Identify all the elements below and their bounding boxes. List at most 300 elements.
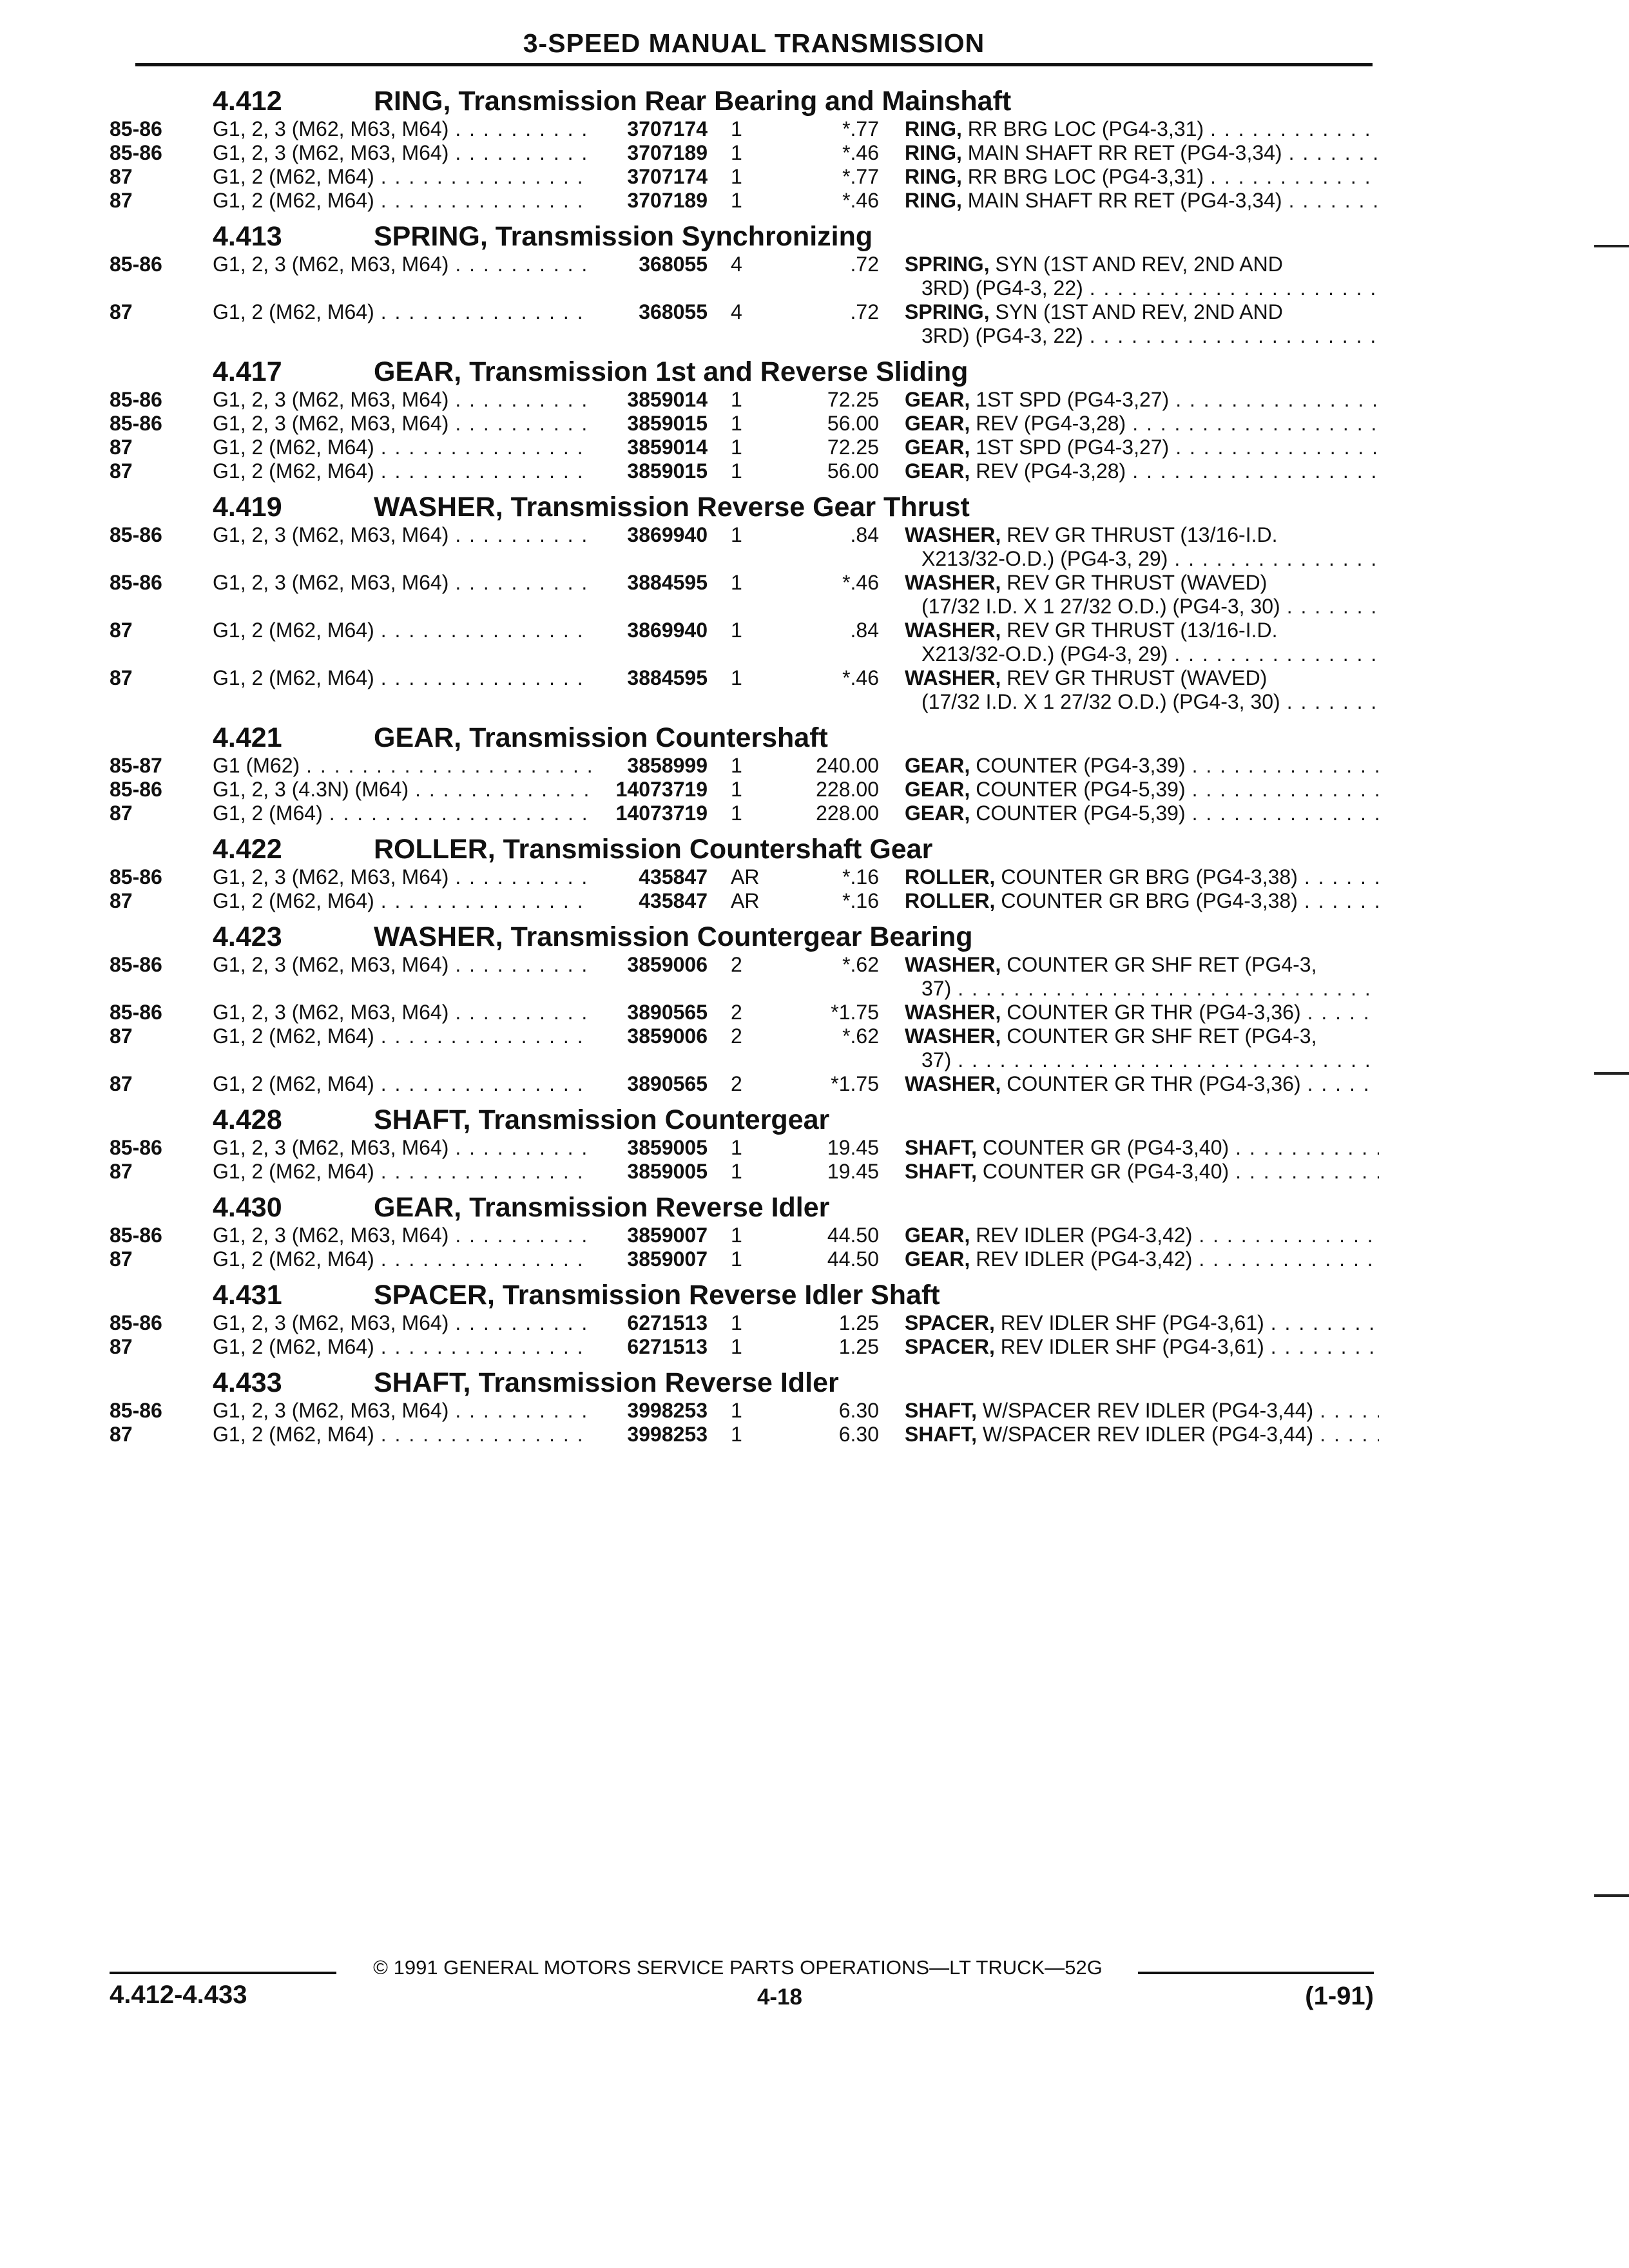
model-year: 85-86 [110, 412, 162, 435]
description [879, 1247, 1379, 1271]
part-name: SPRING, [905, 300, 990, 323]
part-name: SHAFT, [905, 1136, 977, 1159]
section-4-423 [110, 916, 1379, 1096]
price: 56.00 [827, 459, 879, 483]
application-text: G1, 2 (M62, M64) [213, 1423, 374, 1446]
description-line [905, 1001, 1379, 1024]
description-text [905, 523, 1277, 547]
section-number: 4.431 [213, 1280, 282, 1311]
application [213, 802, 601, 825]
description-text [921, 276, 1083, 300]
description [879, 571, 1379, 619]
section-number: 4.430 [213, 1192, 282, 1223]
section-heading [110, 215, 1379, 253]
leader-dots [381, 436, 592, 459]
model-year: 87 [110, 165, 133, 188]
leader-dots [329, 802, 592, 825]
part-name: GEAR, [905, 388, 970, 411]
part-number: 3998253 [627, 1399, 708, 1422]
description-line [905, 666, 1379, 690]
description-text [921, 595, 1280, 619]
description-text [905, 778, 1186, 802]
part-name: WASHER, [905, 666, 1001, 689]
part-name: GEAR, [905, 459, 970, 483]
price: 1.25 [838, 1335, 879, 1358]
part-row [110, 1335, 1379, 1359]
part-row [110, 436, 1379, 459]
part-number: 3707189 [627, 141, 708, 164]
description-line [905, 117, 1379, 141]
description-detail: COUNTER (PG4-5,39) [976, 778, 1186, 801]
section-number: 4.419 [213, 492, 282, 523]
description-detail: X213/32-O.D.) (PG4-3, 29) [921, 642, 1168, 666]
section-number: 4.421 [213, 722, 282, 753]
section-title: GEAR, Transmission Reverse Idler [374, 1192, 830, 1223]
part-number: 3859015 [627, 459, 708, 483]
description-text [921, 977, 951, 1001]
quantity: 2 [731, 1001, 742, 1024]
application-text: G1, 2 (M62, M64) [213, 1160, 374, 1183]
part-number: 3859006 [627, 1024, 708, 1048]
part-number: 3859015 [627, 412, 708, 435]
description-detail: COUNTER GR BRG (PG4-3,38) [1001, 889, 1298, 912]
description-detail: RR BRG LOC (PG4-3,31) [967, 165, 1204, 188]
application-text: G1, 2 (M62, M64) [213, 459, 374, 483]
description-text [905, 1247, 1192, 1271]
part-row [110, 1072, 1379, 1096]
description-detail: 1ST SPD (PG4-3,27) [976, 388, 1170, 411]
price: .72 [850, 300, 879, 323]
quantity: 2 [731, 1024, 742, 1048]
section-4-422 [110, 828, 1379, 913]
section-number: 4.423 [213, 921, 282, 952]
description [879, 523, 1379, 571]
model-year: 85-87 [110, 754, 162, 777]
quantity: 1 [731, 1136, 742, 1159]
application [213, 666, 601, 714]
footer-date: (1-91) [1305, 1982, 1374, 2010]
quantity: AR [731, 865, 760, 889]
application [213, 571, 601, 619]
quantity: 1 [731, 165, 742, 188]
description-line [905, 953, 1379, 977]
quantity: 1 [731, 1423, 742, 1446]
footer-rule [1138, 1972, 1374, 1974]
price: *.46 [842, 666, 879, 689]
leader-dots [1192, 778, 1379, 802]
application [213, 189, 601, 213]
application [213, 165, 601, 189]
section-number: 4.417 [213, 356, 282, 387]
description-line [905, 253, 1379, 276]
application-text: G1, 2 (M62, M64) [213, 1024, 374, 1048]
leader-dots [1132, 459, 1379, 483]
description-detail: COUNTER (PG4-5,39) [976, 802, 1186, 825]
description-text [905, 1224, 1192, 1247]
leader-dots [455, 865, 592, 889]
description-line [905, 1024, 1379, 1048]
section-number: 4.422 [213, 834, 282, 865]
model-year: 87 [110, 1335, 133, 1358]
description-detail: X213/32-O.D.) (PG4-3, 29) [921, 547, 1168, 570]
price: 6.30 [838, 1423, 879, 1446]
section-4-413 [110, 215, 1379, 348]
description [879, 802, 1379, 825]
model-year: 87 [110, 436, 133, 459]
part-row [110, 388, 1379, 412]
application [213, 523, 601, 571]
description-line [905, 619, 1379, 642]
description-detail: COUNTER GR BRG (PG4-3,38) [1001, 865, 1298, 889]
description-text [905, 1024, 1316, 1048]
section-number: 4.428 [213, 1104, 282, 1135]
description-text [905, 1072, 1301, 1096]
description-text [905, 412, 1126, 436]
description-detail: COUNTER GR (PG4-3,40) [982, 1160, 1229, 1183]
leader-dots [1175, 436, 1379, 459]
part-row [110, 953, 1379, 1001]
part-name: GEAR, [905, 802, 970, 825]
application [213, 1399, 601, 1423]
parts-list [110, 80, 1379, 1449]
section-title: GEAR, Transmission Countershaft [374, 722, 828, 753]
leader-dots [415, 778, 592, 802]
description-detail: REV (PG4-3,28) [976, 412, 1126, 435]
price: *.16 [842, 865, 879, 889]
description [879, 117, 1379, 141]
model-year: 87 [110, 666, 133, 689]
description-text [905, 165, 1204, 189]
leader-dots [1289, 189, 1379, 213]
section-heading [110, 1186, 1379, 1224]
description-line [905, 547, 1379, 571]
quantity: 1 [731, 802, 742, 825]
leader-dots [1192, 754, 1379, 778]
quantity: 1 [731, 436, 742, 459]
part-name: GEAR, [905, 1224, 970, 1247]
quantity: 1 [731, 1224, 742, 1247]
description-detail: REV IDLER (PG4-3,42) [976, 1247, 1193, 1271]
application [213, 754, 601, 778]
part-number: 3869940 [627, 619, 708, 642]
leader-dots [1304, 865, 1379, 889]
price: *.62 [842, 953, 879, 976]
quantity: 1 [731, 459, 742, 483]
part-number: 3890565 [627, 1001, 708, 1024]
description-line [905, 1136, 1379, 1160]
part-row [110, 1224, 1379, 1247]
part-row [110, 141, 1379, 165]
description [879, 1335, 1379, 1359]
footer-rule [110, 1972, 336, 1974]
description-text [921, 547, 1168, 571]
model-year: 85-86 [110, 141, 162, 164]
description-detail: W/SPACER REV IDLER (PG4-3,44) [982, 1399, 1314, 1422]
description-detail: COUNTER GR SHF RET (PG4-3, [1007, 1024, 1317, 1048]
description [879, 1024, 1379, 1072]
quantity: 1 [731, 754, 742, 777]
application [213, 141, 601, 165]
application-text: G1, 2 (M62, M64) [213, 619, 374, 642]
part-name: SHAFT, [905, 1160, 977, 1183]
description-line [905, 690, 1379, 714]
part-row [110, 1160, 1379, 1184]
part-name: GEAR, [905, 436, 970, 459]
part-number: 435847 [639, 889, 708, 912]
model-year: 85-86 [110, 1224, 162, 1247]
description-line [905, 865, 1379, 889]
part-name: GEAR, [905, 778, 970, 801]
price: *.77 [842, 117, 879, 140]
part-row [110, 1136, 1379, 1160]
leader-dots [1199, 1247, 1379, 1271]
quantity: 1 [731, 412, 742, 435]
leader-dots [455, 523, 592, 571]
section-title: SHAFT, Transmission Reverse Idler [374, 1367, 839, 1398]
description-detail: COUNTER (PG4-3,39) [976, 754, 1186, 777]
footer-page-number: 4-18 [757, 1984, 803, 2010]
model-year: 87 [110, 802, 133, 825]
application-text: G1, 2 (M64) [213, 802, 323, 825]
description [879, 459, 1379, 483]
application-text: G1, 2 (M62, M64) [213, 1335, 374, 1358]
model-year: 85-86 [110, 1001, 162, 1024]
model-year: 87 [110, 1423, 133, 1446]
part-name: WASHER, [905, 953, 1001, 976]
leader-dots [381, 300, 592, 348]
section-4-428 [110, 1099, 1379, 1184]
description-detail: REV GR THRUST (WAVED) [1007, 666, 1268, 689]
description-line [905, 388, 1379, 412]
model-year: 87 [110, 300, 133, 323]
part-row [110, 778, 1379, 802]
description-text [905, 1423, 1313, 1446]
price: 240.00 [816, 754, 879, 777]
part-row [110, 1247, 1379, 1271]
description-text [905, 141, 1282, 165]
description-line [905, 1048, 1379, 1072]
description-detail: 37) [921, 977, 952, 1000]
leader-dots [1210, 117, 1379, 141]
section-title: WASHER, Transmission Reverse Gear Thrust [374, 492, 970, 523]
section-heading [110, 1099, 1379, 1136]
part-row [110, 1001, 1379, 1024]
part-number: 3707174 [627, 117, 708, 140]
application [213, 436, 601, 459]
price: 19.45 [827, 1136, 879, 1159]
quantity: 1 [731, 388, 742, 411]
price: .72 [850, 253, 879, 276]
price: 1.25 [838, 1311, 879, 1334]
description-text [921, 324, 1083, 348]
description [879, 253, 1379, 300]
application [213, 117, 601, 141]
leader-dots [1287, 595, 1379, 619]
description-line [905, 889, 1379, 913]
leader-dots [1289, 141, 1379, 165]
part-number: 3858999 [627, 754, 708, 777]
application-text: G1, 2 (M62, M64) [213, 189, 374, 212]
leader-dots [455, 1001, 592, 1024]
application [213, 865, 601, 889]
section-4-419 [110, 486, 1379, 714]
part-name: WASHER, [905, 523, 1001, 546]
quantity: 1 [731, 141, 742, 164]
leader-dots [1235, 1160, 1379, 1184]
section-number: 4.412 [213, 86, 282, 117]
leader-dots [1090, 276, 1379, 300]
description-detail: SYN (1ST AND REV, 2ND AND [995, 300, 1283, 323]
leader-dots [381, 165, 592, 189]
part-number: 368055 [639, 253, 708, 276]
quantity: 1 [731, 1311, 742, 1334]
section-title: SPACER, Transmission Reverse Idler Shaft [374, 1280, 940, 1311]
quantity: 1 [731, 619, 742, 642]
description-text [905, 1335, 1264, 1359]
description-text [905, 459, 1126, 483]
part-row [110, 1024, 1379, 1072]
leader-dots [455, 388, 592, 412]
description-line [905, 324, 1379, 348]
leader-dots [455, 1311, 592, 1335]
quantity: 4 [731, 300, 742, 323]
section-title: SPRING, Transmission Synchronizing [374, 221, 873, 252]
application-text: G1, 2, 3 (M62, M63, M64) [213, 523, 449, 546]
quantity: 1 [731, 189, 742, 212]
description-detail: (17/32 I.D. X 1 27/32 O.D.) (PG4-3, 30) [921, 595, 1280, 618]
price: 72.25 [827, 388, 879, 411]
application [213, 388, 601, 412]
description [879, 412, 1379, 436]
description-detail: W/SPACER REV IDLER (PG4-3,44) [982, 1423, 1314, 1446]
price: *.46 [842, 141, 879, 164]
model-year: 85-86 [110, 117, 162, 140]
quantity: 1 [731, 523, 742, 546]
section-title: GEAR, Transmission 1st and Reverse Sliding [374, 356, 969, 387]
description-line [905, 1399, 1379, 1423]
description-text [921, 690, 1280, 714]
page-header: 3-SPEED MANUAL TRANSMISSION [523, 28, 985, 58]
part-number: 14073719 [615, 778, 708, 801]
leader-dots [1192, 802, 1379, 825]
application-text: G1, 2, 3 (M62, M63, M64) [213, 388, 449, 411]
leader-dots [381, 1072, 592, 1096]
description-text [905, 253, 1283, 276]
part-name: SPACER, [905, 1311, 995, 1334]
quantity: 1 [731, 1399, 742, 1422]
description-line [905, 436, 1379, 459]
part-name: ROLLER, [905, 865, 996, 889]
application-text: G1, 2, 3 (M62, M63, M64) [213, 953, 449, 976]
section-4-433 [110, 1361, 1379, 1446]
price: .84 [850, 619, 879, 642]
description-text [905, 189, 1282, 213]
part-name: WASHER, [905, 619, 1001, 642]
application-text: G1, 2 (M62, M64) [213, 889, 374, 912]
part-row [110, 666, 1379, 714]
part-number: 3859007 [627, 1247, 708, 1271]
description-detail: REV GR THRUST (13/16-I.D. [1007, 523, 1278, 546]
description-line [905, 1224, 1379, 1247]
leader-dots [381, 1024, 592, 1072]
part-row [110, 412, 1379, 436]
leader-dots [381, 1160, 592, 1184]
leader-dots [1090, 324, 1379, 348]
leader-dots [381, 1247, 592, 1271]
description-detail: 3RD) (PG4-3, 22) [921, 276, 1083, 300]
description [879, 1423, 1379, 1446]
leader-dots [455, 1224, 592, 1247]
price: *.77 [842, 165, 879, 188]
model-year: 87 [110, 889, 133, 912]
model-year: 87 [110, 459, 133, 483]
price: 44.50 [827, 1224, 879, 1247]
part-name: GEAR, [905, 1247, 970, 1271]
price: *1.75 [831, 1072, 879, 1095]
part-row [110, 889, 1379, 913]
model-year: 85-86 [110, 253, 162, 276]
price: 228.00 [816, 778, 879, 801]
quantity: 1 [731, 666, 742, 689]
description-text [905, 619, 1277, 642]
part-number: 3859005 [627, 1136, 708, 1159]
quantity: 1 [731, 571, 742, 594]
price: *.16 [842, 889, 879, 912]
leader-dots [1199, 1224, 1379, 1247]
description-text [921, 1048, 951, 1072]
description [879, 889, 1379, 913]
price: 72.25 [827, 436, 879, 459]
part-row [110, 802, 1379, 825]
part-number: 368055 [639, 300, 708, 323]
leader-dots [455, 571, 592, 619]
part-row [110, 300, 1379, 348]
description-line [905, 571, 1379, 595]
margin-mark [1594, 1894, 1629, 1897]
section-number: 4.433 [213, 1367, 282, 1398]
application [213, 253, 601, 300]
description-detail: MAIN SHAFT RR RET (PG4-3,34) [967, 189, 1282, 212]
leader-dots [381, 1423, 592, 1446]
leader-dots [1271, 1335, 1379, 1359]
application [213, 1001, 601, 1024]
model-year: 85-86 [110, 388, 162, 411]
leader-dots [1175, 388, 1379, 412]
model-year: 85-86 [110, 1136, 162, 1159]
part-number: 14073719 [615, 802, 708, 825]
part-number: 3859007 [627, 1224, 708, 1247]
section-4-431 [110, 1274, 1379, 1359]
leader-dots [1210, 165, 1379, 189]
leader-dots [381, 1335, 592, 1359]
section-title: ROLLER, Transmission Countershaft Gear [374, 834, 933, 865]
leader-dots [306, 754, 592, 778]
part-number: 6271513 [627, 1311, 708, 1334]
price: *.62 [842, 1024, 879, 1048]
description-line [905, 1335, 1379, 1359]
part-row [110, 1311, 1379, 1335]
description-detail: (17/32 I.D. X 1 27/32 O.D.) (PG4-3, 30) [921, 690, 1280, 713]
part-name: SHAFT, [905, 1423, 977, 1446]
description-line [905, 1311, 1379, 1335]
leader-dots [1174, 547, 1379, 571]
application-text: G1, 2, 3 (M62, M63, M64) [213, 1136, 449, 1159]
description-text [905, 571, 1267, 595]
leader-dots [1271, 1311, 1379, 1335]
part-number: 3707174 [627, 165, 708, 188]
description [879, 865, 1379, 889]
section-heading [110, 1361, 1379, 1399]
